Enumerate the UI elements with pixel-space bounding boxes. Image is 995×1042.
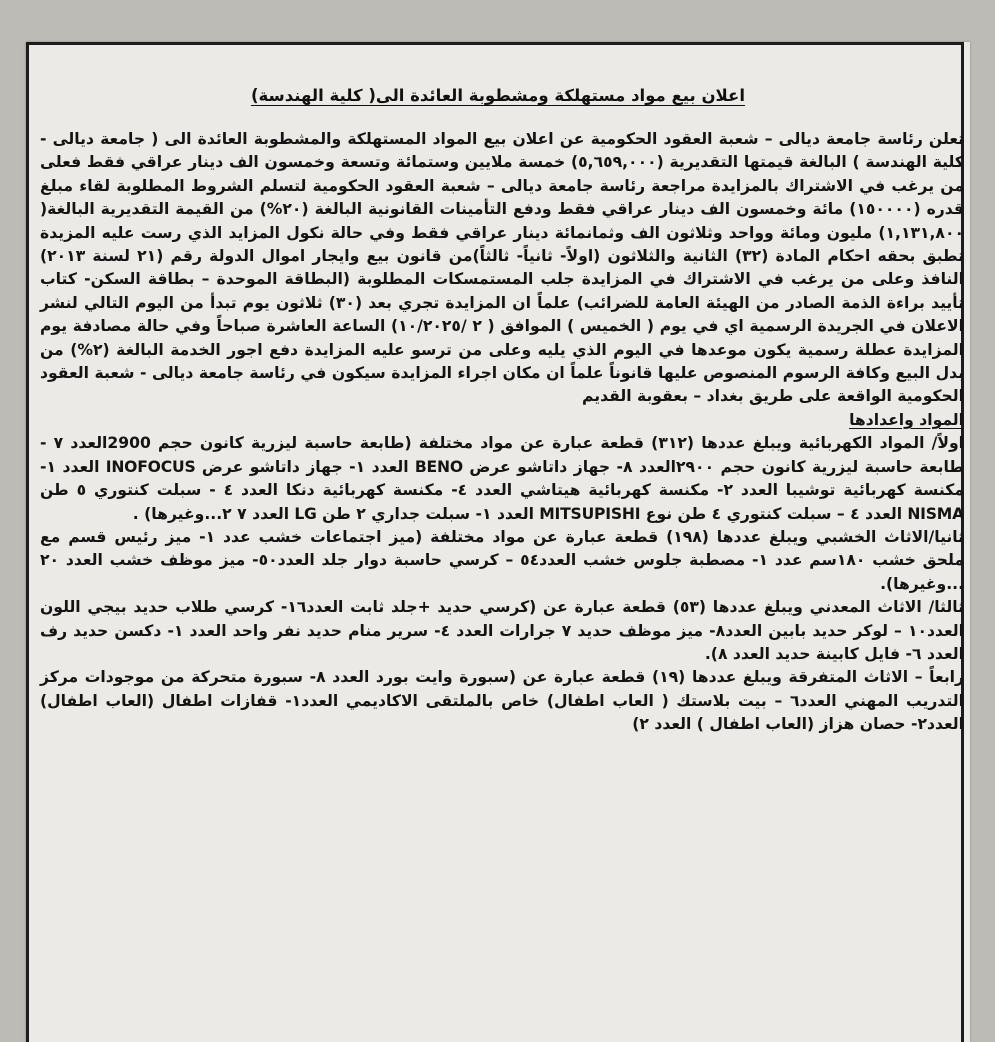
item-electrical-brand-nisma: NISMA: [907, 504, 964, 523]
document-body: [40, 128, 964, 737]
item-electrical-brand-inofocus: INOFOCUS: [105, 457, 196, 476]
item-electrical-text-2: العدد ٧ - طابعة حاسبة ليزرية كانون حجم ٢٩٠٠العدد ٨- جهاز داتاشو عرض: [40, 434, 965, 476]
item-electrical-brand-mitsupishi: MITSUPISHI: [539, 504, 641, 523]
title-text: اعلان بيع مواد مستهلكة ومشطوبة العائدة الى( كلية الهندسة): [250, 86, 745, 105]
document-title: [26, 86, 970, 105]
item-electrical: [40, 432, 964, 526]
paper-sheet: [26, 42, 970, 1042]
item-electrical-text-3: العدد ١- جهاز داتاشو عرض: [195, 457, 415, 476]
item-electrical-text-6: العدد ١- سبلت جداري ٢ طن: [316, 504, 540, 523]
item-electrical-model-2900: 2900: [107, 434, 151, 453]
item-metal-furniture: ثالثا/ الاثاث المعدني ويبلغ عددها (٥٣) قطعة عبارة عن (كرسي حديد +جلد ثابت العدد١٦- كرسي طلاب حديد بيجي اللون العدد١٠ – لوكر حديد بابين العدد٨- ميز موظف حديد ٧ جرارات العدد ٤- سرير منام حديد نفر واحد العدد ١- دكسن حديد رف العدد ٦- فايل كابينة حديد العدد ٨).: [40, 598, 964, 663]
intro-paragraph: تعلن رئاسة جامعة ديالى – شعبة العقود الحكومية عن اعلان بيع المواد المستهلكة والمشطوبة العائدة الى ( جامعة ديالى - كلية الهندسة ) البالغة قيمتها التقديرية (٥,٦٥٩,٠٠٠) خمسة ملايين وستمائة وتسعة وخمسون الف دينار عراقي فقط فعلى من يرغب في الاشتراك بالمزايدة مراجعة رئاسة جامعة ديالى – شعبة العقود الحكومية لتسلم الشروط المطلوبة لقاء مبلغ قدره (١٥٠٠٠٠) مائة وخمسون الف دينار عراقي فقط ودفع التأمينات القانونية البالغة (٢٠%) من القيمة التقديرية البالغة( ١,١٣١,٨٠٠) مليون ومائة وواحد وثلاثون الف وثمانمائة دينار عراقي فقط وفي حالة نكول المزايد الذي رست عليه المزيدة تطبق بحقه احكام المادة (٣٢) الثانية والثلاثون (اولاً- ثانياً- ثالثاً)من قانون بيع وايجار اموال الدولة رقم (٢١ لسنة ٢٠١٣) النافذ وعلى من يرغب في الاشتراك في المزايدة جلب المستمسكات المطلوبة (البطاقة الموحدة – بطاقة السكن- كتاب تأييد براءة الذمة الصادر من الهيئة العامة للضرائب) علماً ان المزايدة تجري بعد (٣٠) ثلاثون يوم تبدأ من اليوم التالي لنشر الاعلان في الجريدة الرسمية اي في يوم ( الخميس ) الموافق ( ٢ /١٠/٢٠٢٥) الساعة العاشرة صباحاً وفي حالة مصادفة يوم المزايدة عطلة رسمية يكون موعدها في اليوم الذي يليه وعلى من ترسو عليه المزايدة دفع اجور الخدمة البالغة (٢%) من بدل البيع وكافة الرسوم المنصوص عليها قانوناً علماً ان مكان اجراء المزايدة سيكون في رئاسة جامعة ديالى - شعبة العقود الحكومية الواقعة على طريق بغداد – بعقوبة القديم: [40, 130, 965, 406]
item-electrical-brand-beno: BENO: [414, 457, 463, 476]
item-electrical-text-1: اولاً/ المواد الكهربائية ويبلغ عددها (٣١٢) قطعة عبارة عن مواد مختلفة (طابعة حاسبة ليزرية كانون حجم: [150, 434, 964, 453]
materials-heading: [40, 409, 964, 432]
item-electrical-brand-lg: LG: [294, 504, 317, 523]
item-electrical-text-4: العدد ١- مكنسة كهربائية توشيبا العدد ٢- مكنسة كهربائية هيتاشي العدد ٤- مكنسة كهربائية دنكا العدد ٤ - سبلت كنتوري ٥ طن: [40, 457, 964, 500]
materials-heading-text: المواد واعدادها: [849, 410, 964, 429]
item-misc-furniture: رابعاً – الاثاث المتفرقة ويبلغ عددها (١٩) قطعة عبارة عن (سبورة وايت بورد العدد ٨- سبورة متحركة من موجودات مركز التدريب المهني العدد٦ – بيت بلاستك ( العاب اطفال) خاص بالملتقى الاكاديمي العدد١- قفازات اطفال (العاب اطفال) العدد٢- حصان هزاز (العاب اطفال ) العدد ٢): [40, 668, 964, 734]
item-electrical-text-7: العدد ٧ ٢...وغيرها) .: [132, 504, 295, 523]
item-electrical-text-5: العدد ٤ – سبلت كنتوري ٤ طن نوع: [640, 504, 908, 523]
item-wooden-furniture: ثانيا/الاثاث الخشبي ويبلغ عددها (١٩٨) قطعة عبارة عن مواد مختلفة (ميز اجتماعات خشب عدد ١- ميز رئيس قسم مع ملحق خشب ١٨٠سم عدد ١- مصطبة جلوس خشب العدد٥٤ – كرسي حاسبة دوار جلد العدد٥٠- ميز موظف خشب العدد ٢٠ ...وغيرها).: [40, 527, 964, 593]
